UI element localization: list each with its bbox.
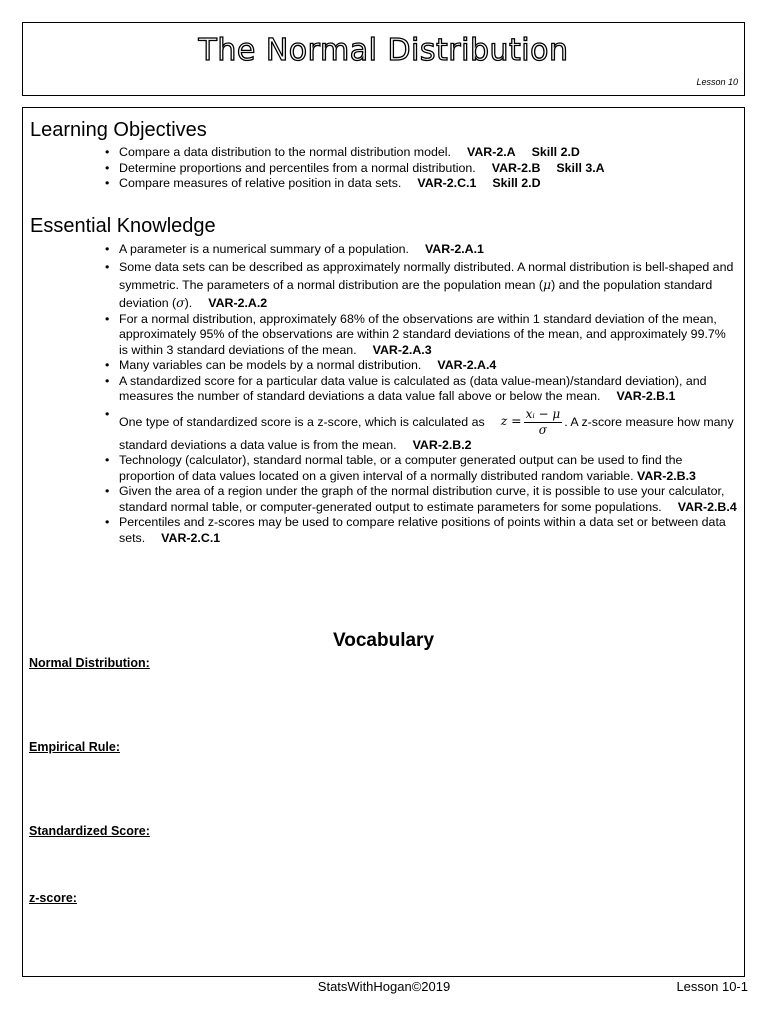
list-item: • Compare measures of relative position in data sets. VAR-2.C.1 Skill 2.D (103, 176, 738, 192)
vocabulary-heading: Vocabulary (332, 630, 435, 651)
list-item: • Technology (calculator), standard normal table, or a computer generated output can be used to find the proportion of data values located on a given interval of a normally distributed random variable. VAR-2.B.3 (103, 453, 738, 484)
list-item: • For a normal distribution, approximately 68% of the observations are within 1 standard deviation of the mean, approximately 95% of the observations are within 2 standard deviations of the mean, and approximately 99.7% is within 3 standard deviations of the mean. VAR-2.A.3 (103, 312, 738, 359)
header-box (22, 22, 745, 96)
list-item: • A parameter is a numerical summary of a population. VAR-2.A.1 (103, 242, 738, 258)
list-item: • A standardized score for a particular data value is calculated as (data value-mean)/standard deviation), and measures the number of standard deviations a data value fall above or below the mean. VAR-2.B.1 (103, 374, 738, 405)
list-item: • Compare a data distribution to the normal distribution model. VAR-2.A Skill 2.D (103, 145, 738, 161)
learning-objectives-list (103, 145, 738, 192)
list-item: • Many variables can be models by a normal distribution. VAR-2.A.4 (103, 358, 738, 374)
vocab-term-normal-distribution: Normal Distribution: (29, 656, 150, 670)
list-item: • Some data sets can be described as approximately normally distributed. A normal distribution is bell-shaped and symmetric. The parameters of a normal distribution are the population mean (μ) and the population standard deviation (σ). VAR-2.A.2 (103, 258, 738, 312)
vocab-term-standardized-score: Standardized Score: (29, 824, 150, 838)
main-content-box (22, 107, 745, 977)
z-score-fraction: $\frac{\text{xᵢ − μ}}{\sigma}$ (525, 406, 561, 437)
list-item: • Given the area of a region under the graph of the normal distribution curve, it is possible to use your calculator, standard normal table, or computer-generated output to estimate parameters for some populations. VAR-2.B.4 (103, 484, 738, 515)
footer-page-number: Lesson 10-1 (676, 979, 748, 994)
vocab-term-z-score: z-score: (29, 891, 77, 905)
list-item: • Determine proportions and percentiles from a normal distribution. VAR-2.B Skill 3.A (103, 161, 738, 177)
lesson-tag: Lesson 10 (696, 77, 738, 87)
list-item: • Percentiles and z-scores may be used to compare relative positions of points within a data set or between data sets. VAR-2.C.1 (103, 515, 738, 546)
footer-copyright: StatsWithHogan©2019 (317, 979, 451, 994)
essential-knowledge-list (103, 242, 738, 546)
page-title: The Normal Distribution (198, 33, 569, 68)
vocab-term-empirical-rule: Empirical Rule: (29, 740, 120, 754)
essential-knowledge-heading: Essential Knowledge (30, 215, 216, 237)
learning-objectives-heading: Learning Objectives (30, 119, 207, 141)
list-item: • One type of standardized score is a z-score, which is calculated as z = $\frac{\text{xᵢ − μ}}{\sigma}$ . A z-score measure how many standard deviations a data value is from the mean. VAR-2.B.2 (103, 407, 738, 454)
